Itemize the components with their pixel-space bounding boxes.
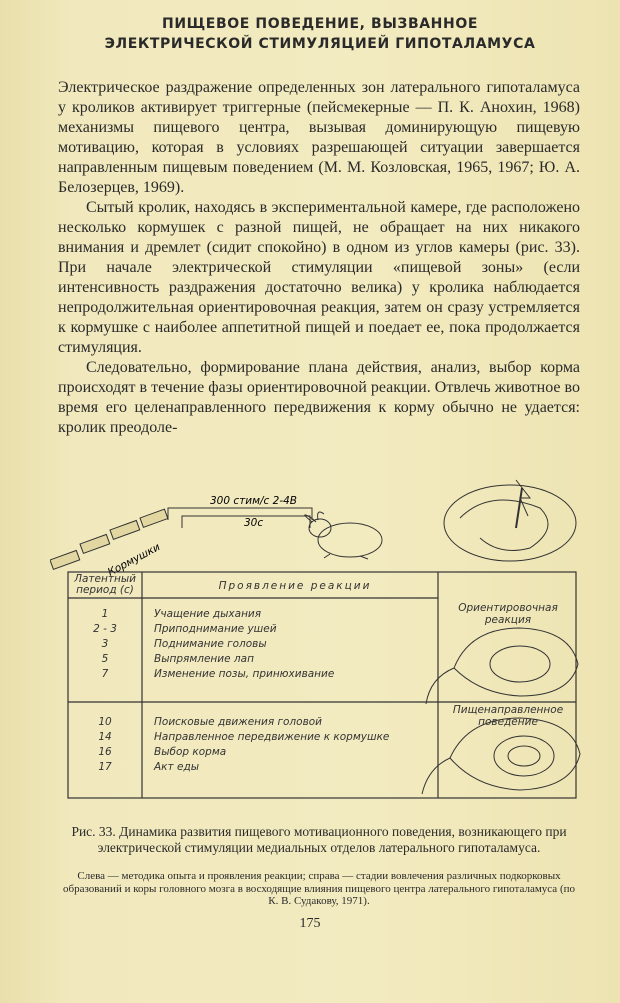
reaction-2: Приподнимание ушей <box>154 623 277 635</box>
figure-legend: Слева — методика опыта и проявления реакции; справа — стадии вовлечения различных подкорковых образований и коры головного мозга в восходящие влияния пищевого центра латерального гипоталамуса (по К. В. Судакову, 1971). <box>62 870 575 907</box>
latency-9: 17 <box>98 761 112 773</box>
stim-label: 300 стим/с 2-4В <box>210 495 298 507</box>
latency-5: 7 <box>101 668 109 680</box>
figure-33 <box>50 468 590 813</box>
latency-6: 10 <box>98 716 112 728</box>
paragraph-1: Электрическое раздражение определенных зон латерального гипоталамуса у кроликов активирует триггерные (пейсмекерные — П. К. Анохин, 1968) механизмы пищевого центра, вызывая доминирующую пищевую мотивацию, которая в условиях разрешающей ситуации завершается направленным пищевым поведением (М. М. Козловская, 1965, 1967; Ю. А. Белозерцев, 1969). <box>58 79 580 196</box>
reaction-5: Изменение позы, принюхивание <box>154 668 335 680</box>
body-text <box>58 78 580 438</box>
reaction-9: Акт еды <box>154 761 199 773</box>
reaction-1: Учащение дыхания <box>154 608 262 620</box>
directed-phase-label: Пищенаправленное поведение <box>452 704 564 728</box>
orient-phase-label: Ориентировочная реакция <box>458 602 558 626</box>
brain-diagram-3-icon <box>422 718 580 794</box>
latency-8: 16 <box>98 746 112 758</box>
reaction-4: Выпрямление лап <box>154 653 254 665</box>
reaction-column-header: Проявление реакции <box>218 580 372 592</box>
reaction-3: Поднимание головы <box>154 638 267 650</box>
reaction-6: Поисковые движения головой <box>154 716 323 728</box>
figure-caption: Рис. 33. Динамика развития пищевого мотивационного поведения, возникающего при электрической стимуляции медиальных отделов латерального гипоталамуса. <box>71 824 567 855</box>
latency-1: 1 <box>101 608 109 620</box>
rabbit-icon <box>305 512 382 559</box>
latency-3: 3 <box>101 638 109 650</box>
feeders-label: Кормушки <box>105 541 163 579</box>
reaction-8: Выбор корма <box>154 746 227 758</box>
stim-bracket <box>168 508 312 520</box>
page-number: 175 <box>299 916 321 931</box>
duration-label: 30с <box>244 517 264 529</box>
heading-line-2: ЭЛЕКТРИЧЕСКОЙ СТИМУЛЯЦИЕЙ ГИПОТАЛАМУСА <box>104 36 536 52</box>
brain-diagram-2-icon <box>426 628 578 704</box>
feeders-drawing <box>50 509 168 569</box>
latency-column-header: Латентный период (с) <box>74 573 136 596</box>
latency-2: 2 - 3 <box>93 623 117 635</box>
paragraph-3: Следовательно, формирование плана действия, анализ, выбор корма происходят в течение фазы ориентировочной реакции. Отвлечь животное во время его целенаправленного передвижения к корму обычно не удается: кролик преодоле- <box>58 359 580 436</box>
brain-diagram-1-icon <box>444 480 576 561</box>
reaction-7: Направленное передвижение к кормушке <box>154 731 390 743</box>
paragraph-2: Сытый кролик, находясь в экспериментальной камере, где расположено несколько кормушек с разной пищей, не обращает на них никакого внимания и дремлет (сидит спокойно) в одном из углов камеры (рис. 33). При начале электрической стимуляции «пищевой зоны» (если интенсивность раздражения достаточно велика) у кролика наблюдается непродолжительная ориентировочная реакция, затем он сразу устремляется к кормушке с наиболее аппетитной пищей и поедает ее, пока продолжается стимуляция. <box>58 199 580 356</box>
latency-4: 5 <box>101 653 109 665</box>
latency-7: 14 <box>98 731 112 743</box>
heading-line-1: ПИЩЕВОЕ ПОВЕДЕНИЕ, ВЫЗВАННОЕ <box>162 16 478 32</box>
section-heading <box>60 14 580 54</box>
